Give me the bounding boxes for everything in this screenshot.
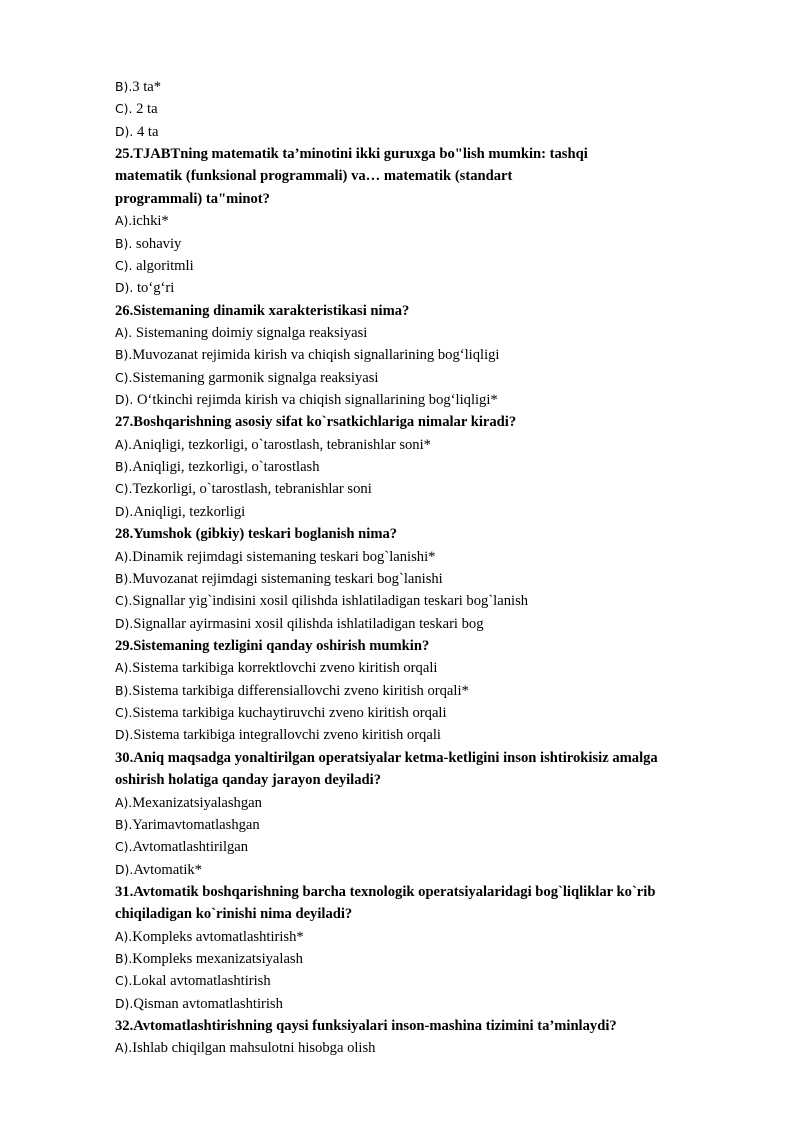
option-text: Avtomatik* xyxy=(133,861,202,878)
question-text: 30.Aniq maqsadga yonaltirilgan operatsiyalar ketma-ketligini inson ishtirokisiz amalga xyxy=(115,749,658,766)
option-text: 2 ta xyxy=(132,101,158,118)
option-letter: A). xyxy=(115,928,133,944)
answer-option xyxy=(115,1037,735,1059)
option-letter: B). xyxy=(115,79,133,94)
answer-option xyxy=(115,367,735,389)
question-text-line xyxy=(115,769,735,791)
option-letter: D). xyxy=(115,861,134,877)
answer-option xyxy=(115,255,735,277)
option-letter: B). xyxy=(115,816,133,832)
option-text: Avtomatlashtirilgan xyxy=(132,839,249,856)
question-text: 28.Yumshok (gibkiy) teskari boglanish nima? xyxy=(115,526,398,543)
question-text-line xyxy=(115,411,735,433)
option-text: Muvozanat rejimdagi sistemaning teskari bog`lanishi xyxy=(132,570,443,587)
option-letter: C). xyxy=(115,101,133,117)
answer-option xyxy=(115,456,735,478)
answer-option xyxy=(115,680,735,702)
option-letter: D). xyxy=(115,727,134,743)
option-letter: A). xyxy=(115,1040,133,1056)
option-letter: D). xyxy=(115,995,134,1011)
document-content xyxy=(115,76,735,1060)
question-text-line xyxy=(115,1015,735,1037)
option-letter: C). xyxy=(115,839,133,855)
option-text: Qisman avtomatlashtirish xyxy=(133,995,283,1012)
option-text: 4 ta xyxy=(133,123,159,140)
question-text-line xyxy=(115,143,735,165)
option-letter: B). xyxy=(115,347,133,363)
option-text: Dinamik rejimdagi sistemaning teskari bog`lanishi* xyxy=(132,548,436,565)
option-text: 3 ta* xyxy=(132,79,162,95)
option-text: Yarimavtomatlashgan xyxy=(132,816,260,833)
option-letter: A). xyxy=(115,660,133,676)
option-text: Signallar yig`indisini xosil qilishda ishlatiladigan teskari bog`lanish xyxy=(132,593,529,610)
answer-option xyxy=(115,501,735,523)
question-text-line xyxy=(115,635,735,657)
option-letter: B). xyxy=(115,682,133,698)
option-text: Aniqligi, tezkorligi xyxy=(133,503,246,520)
answer-option xyxy=(115,546,735,568)
option-text: Sistemaning garmonik signalga reaksiyasi xyxy=(132,369,379,386)
option-letter: D). xyxy=(115,280,134,296)
option-text: to‘g‘ri xyxy=(133,280,175,297)
option-text: Signallar ayirmasini xosil qilishda ishlatiladigan teskari bog xyxy=(133,615,484,632)
answer-option xyxy=(115,389,735,411)
option-letter: A). xyxy=(115,794,133,810)
option-text: Aniqligi, tezkorligi, o`tarostlash, tebranishlar soni* xyxy=(132,436,431,453)
answer-option xyxy=(115,993,735,1015)
question-text: 27.Boshqarishning asosiy sifat ko`rsatkichlariga nimalar kiradi? xyxy=(115,414,517,431)
option-text: Sistema tarkibiga korrektlovchi zveno kiritish orqali xyxy=(132,660,438,677)
answer-option xyxy=(115,478,735,500)
option-letter: B). xyxy=(115,459,133,475)
question-text: matematik (funksional programmali) va… matematik (standart xyxy=(115,168,513,185)
option-letter: D). xyxy=(115,615,134,631)
option-text: Muvozanat rejimida kirish va chiqish signallarining bog‘liqligi xyxy=(132,347,500,364)
question-text-line xyxy=(115,165,735,187)
answer-option xyxy=(115,948,735,970)
option-letter: B). xyxy=(115,235,133,251)
answer-option xyxy=(115,344,735,366)
question-text: 25.TJABTning matematik ta’minotini ikki guruxga bo"lish mumkin: tashqi xyxy=(115,146,588,163)
question-text-line xyxy=(115,300,735,322)
answer-option xyxy=(115,792,735,814)
question-text: programmali) ta"minot? xyxy=(115,190,270,207)
option-text: Kompleks avtomatlashtirish* xyxy=(132,928,304,945)
question-text-line xyxy=(115,523,735,545)
option-text: Ishlab chiqilgan mahsulotni hisobga olish xyxy=(132,1040,376,1057)
question-text: 26.Sistemaning dinamik xarakteristikasi nima? xyxy=(115,302,410,319)
option-letter: A). xyxy=(115,548,133,564)
question-text: oshirish holatiga qanday jarayon deyiladi? xyxy=(115,772,381,789)
answer-option xyxy=(115,836,735,858)
answer-option xyxy=(115,233,735,255)
answer-option xyxy=(115,590,735,612)
answer-option xyxy=(115,859,735,881)
option-text: ichki* xyxy=(132,213,169,230)
option-letter: A). xyxy=(115,213,133,229)
question-text: 29.Sistemaning tezligini qanday oshirish mumkin? xyxy=(115,637,430,654)
option-letter: C). xyxy=(115,481,133,497)
option-letter: C). xyxy=(115,705,133,721)
option-text: Sistema tarkibiga integrallovchi zveno kiritish orqali xyxy=(133,727,441,744)
option-text: Sistema tarkibiga differensiallovchi zveno kiritish orqali* xyxy=(132,682,469,699)
option-text: algoritmli xyxy=(132,257,194,274)
option-letter: D). xyxy=(115,123,134,139)
option-text: sohaviy xyxy=(132,235,182,252)
answer-option xyxy=(115,322,735,344)
option-text: Aniqligi, tezkorligi, o`tarostlash xyxy=(132,459,320,476)
option-text: Tezkorligi, o`tarostlash, tebranishlar soni xyxy=(132,481,372,498)
answer-option xyxy=(115,724,735,746)
option-letter: A). xyxy=(115,436,133,452)
answer-option xyxy=(115,121,735,143)
question-text-line xyxy=(115,903,735,925)
question-text: 32.Avtomatlashtirishning qaysi funksiyalari inson-mashina tizimini ta’minlaydi? xyxy=(115,1018,617,1035)
answer-option xyxy=(115,434,735,456)
option-letter: C). xyxy=(115,369,133,385)
question-text-line xyxy=(115,188,735,210)
option-text: Sistemaning doimiy signalga reaksiyasi xyxy=(132,324,368,341)
option-letter: C). xyxy=(115,593,133,609)
option-text: Sistema tarkibiga kuchaytiruvchi zveno kiritish orqali xyxy=(132,705,447,722)
option-letter: D). xyxy=(115,503,134,519)
answer-option xyxy=(115,210,735,232)
answer-option xyxy=(115,98,735,120)
option-letter: B). xyxy=(115,570,133,586)
answer-option xyxy=(115,613,735,635)
option-letter: D). xyxy=(115,392,134,408)
option-text: O‘tkinchi rejimda kirish va chiqish signallarining bog‘liqligi* xyxy=(133,392,498,409)
question-text-line xyxy=(115,881,735,903)
option-letter: C). xyxy=(115,973,133,989)
answer-option xyxy=(115,970,735,992)
question-text: 31.Avtomatik boshqarishning barcha texnologik operatsiyalaridagi bog`liqliklar ko`rib xyxy=(115,883,656,900)
answer-option xyxy=(115,76,735,98)
answer-option xyxy=(115,814,735,836)
option-letter: C). xyxy=(115,257,133,273)
answer-option xyxy=(115,277,735,299)
answer-option xyxy=(115,926,735,948)
question-text-line xyxy=(115,747,735,769)
option-letter: B). xyxy=(115,951,133,967)
answer-option xyxy=(115,657,735,679)
option-text: Kompleks mexanizatsiyalash xyxy=(132,951,303,968)
question-text: chiqiladigan ko`rinishi nima deyiladi? xyxy=(115,906,353,923)
option-text: Mexanizatsiyalashgan xyxy=(132,794,262,811)
answer-option xyxy=(115,702,735,724)
option-letter: A). xyxy=(115,324,133,340)
answer-option xyxy=(115,568,735,590)
option-text: Lokal avtomatlashtirish xyxy=(132,973,271,990)
